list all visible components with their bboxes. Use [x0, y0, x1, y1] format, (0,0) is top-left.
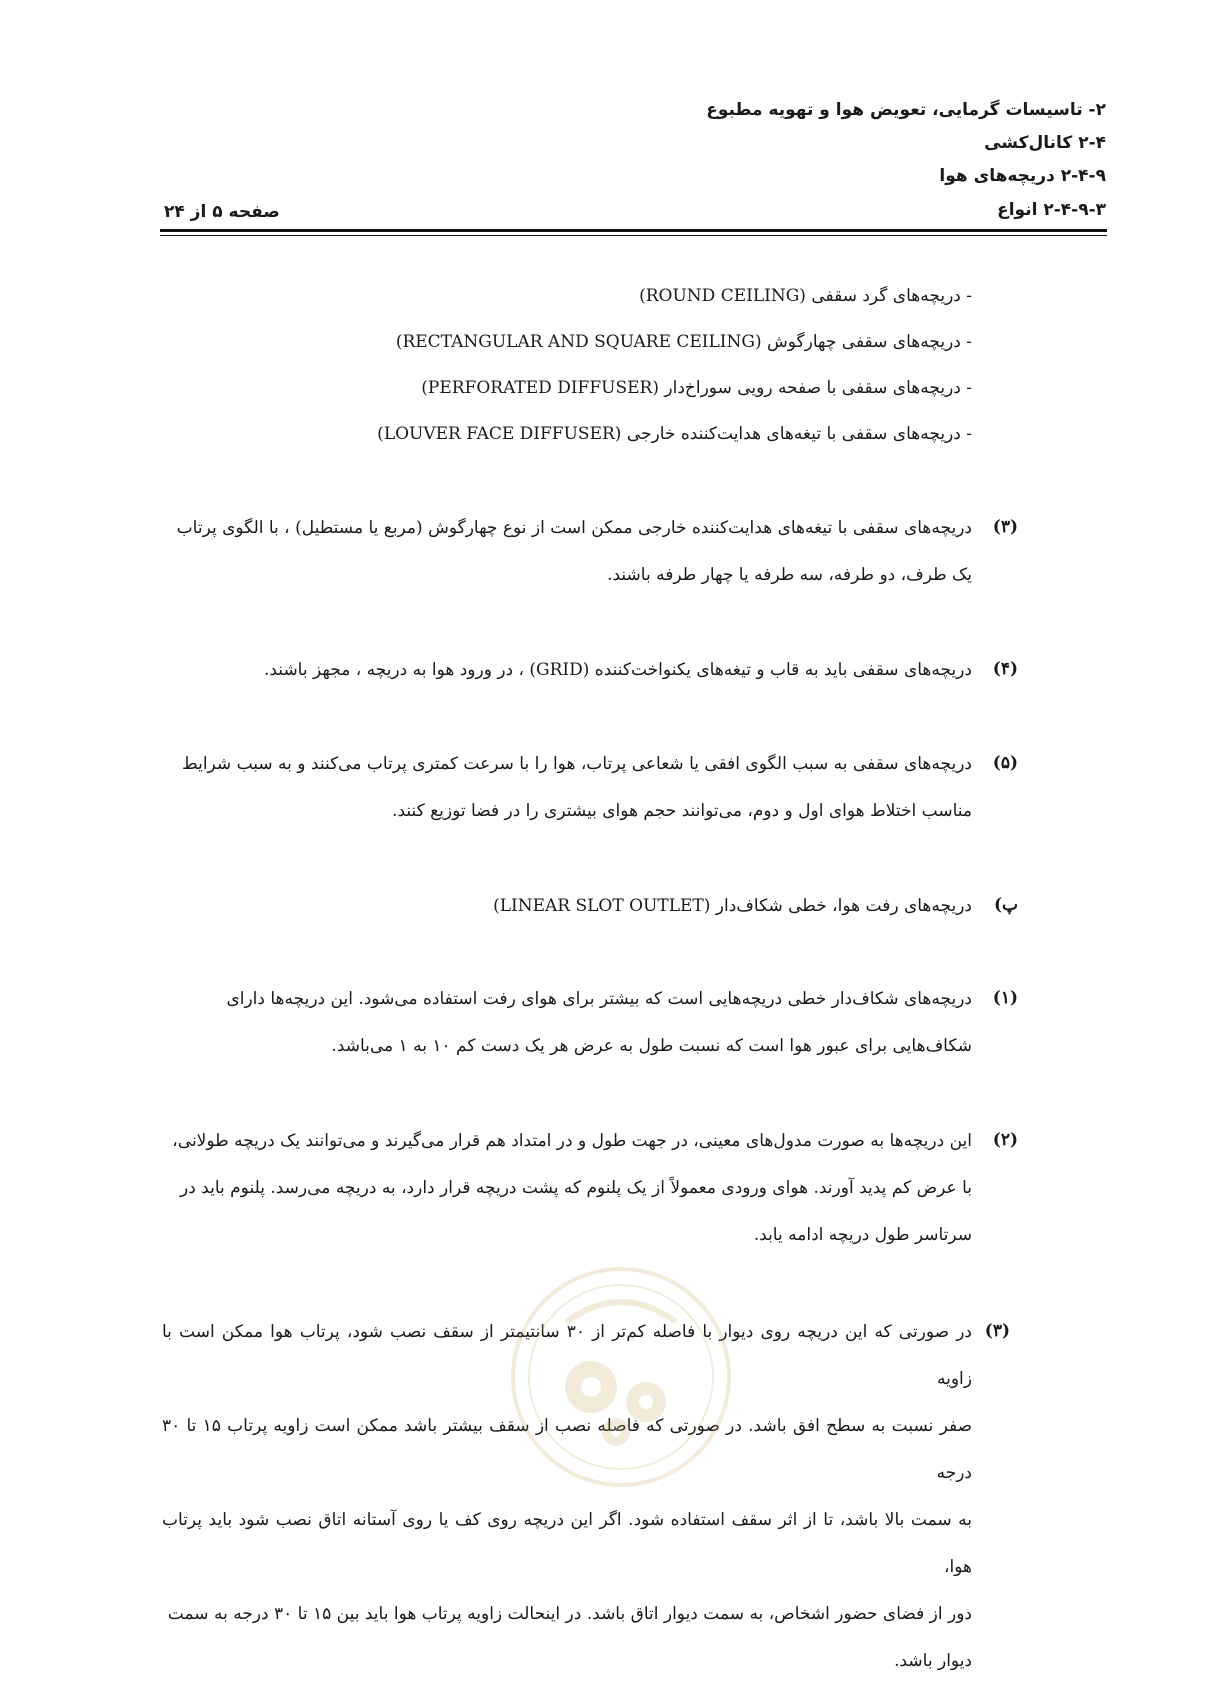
paragraph-number: (۴)	[992, 659, 1018, 679]
header-topic: ۲-۴-۹-۳ انواع	[997, 200, 1106, 220]
paragraph-number: (۵)	[992, 753, 1018, 773]
header-section: ۲-۴ کانال‌کشی	[984, 133, 1106, 153]
paragraph-throw-angle	[162, 1309, 972, 1685]
paragraph-line: صفر نسبت به سطح افق باشد. در صورتی که فاصله نصب از سقف بیشتر باشد ممکن است زاویه پرتاب ۱۵ تا ۳۰ درجه	[162, 1416, 973, 1483]
paragraph-radial-throw	[162, 741, 972, 835]
header-rule-thick	[160, 229, 1107, 232]
paragraph-line: یک طرف، دو طرفه، سه طرفه یا چهار طرفه باشند.	[607, 565, 972, 585]
paragraph-line: دریچه‌های سقفی با تیغه‌های هدایت‌کننده خارجی ممکن است از نوع چهارگوش (مربع یا مستطیل) ، با الگوی پرتاب	[176, 518, 972, 538]
paragraph-line: شکاف‌هایی برای عبور هوا است که نسبت طول به عرض هر یک دست کم ۱۰ به ۱ می‌باشد.	[331, 1036, 972, 1056]
paragraph-number: (۱)	[992, 988, 1018, 1008]
header-subsection: ۲-۴-۹ دریچه‌های هوا	[939, 166, 1106, 186]
section-letter: پ)	[993, 895, 1018, 915]
paragraph-louver-types	[162, 505, 972, 599]
paragraph-line: در صورتی که این دریچه روی دیوار با فاصله کم‌تر از ۳۰ سانتیمتر از سقف نصب شود، پرتاب هوا ممکن است با زاویه	[162, 1322, 972, 1389]
paragraph-line: دیوار باشد.	[894, 1651, 972, 1671]
paragraph-line: با عرض کم پدید آورند. هوای ورودی معمولاً از یک پلنوم که پشت دریچه قرار دارد، به دریچه می‌رسد. پلنوم باید در	[180, 1178, 972, 1198]
paragraph-line: این دریچه‌ها به صورت مدول‌های معینی، در جهت طول و در امتداد هم قرار می‌گیرند و می‌توانند یک دریچه طولانی،	[172, 1131, 972, 1151]
paragraph-number: (۳)	[992, 517, 1018, 537]
header-chapter: ۲- تاسیسات گرمایی، تعویض هوا و تهویه مطبوع	[706, 100, 1106, 120]
paragraph-line: مناسب اختلاط هوای اول و دوم، می‌توانند حجم هوای بیشتری را در فضا توزیع کنند.	[392, 801, 972, 821]
bullet-perforated-diffuser: - دریچه‌های سقفی با صفحه رویی سوراخ‌دار (PERFORATED DIFFUSER)	[421, 378, 972, 398]
paragraph-slot-definition	[162, 976, 972, 1070]
paragraph-number: (۲)	[992, 1130, 1018, 1150]
bullet-round-ceiling: - دریچه‌های گرد سقفی (ROUND CEILING)	[639, 286, 972, 306]
section-linear-slot-title	[162, 883, 972, 930]
paragraph-line: دریچه‌های شکاف‌دار خطی دریچه‌هایی است که بیشتر برای هوای رفت استفاده می‌شود. این دریچه‌ها دارای	[226, 989, 972, 1009]
paragraph-line: دور از فضای حضور اشخاص، به سمت دیوار اتاق باشد. در اینحالت زاویه پرتاب هوا باید بین ۱۵ تا ۳۰ درجه به سمت	[167, 1604, 972, 1624]
paragraph-line: سرتاسر طول دریچه ادامه یابد.	[753, 1225, 972, 1245]
paragraph-modules-plenum	[162, 1118, 972, 1259]
bullet-rectangular-ceiling: - دریچه‌های سقفی چهارگوش (RECTANGULAR AND SQUARE CEILING)	[395, 332, 972, 352]
bullet-louver-face-diffuser: - دریچه‌های سقفی با تیغه‌های هدایت‌کننده خارجی (LOUVER FACE DIFFUSER)	[377, 424, 972, 444]
paragraph-line: دریچه‌های سقفی باید به قاب و تیغه‌های یکنواخت‌کننده (GRID) ، در ورود هوا به دریچه ، مجهز باشند.	[263, 660, 972, 680]
page-number: صفحه ۵ از ۲۴	[164, 202, 280, 222]
paragraph-grid-frame	[162, 647, 972, 694]
header-rule-thin	[160, 235, 1107, 236]
paragraph-line: به سمت بالا باشد، تا از اثر سقف استفاده شود. اگر این دریچه روی کف یا روی آستانه اتاق نصب شود باید پرتاب هوا،	[162, 1510, 972, 1577]
paragraph-line: دریچه‌های رفت هوا، خطی شکاف‌دار (LINEAR SLOT OUTLET)	[493, 896, 972, 916]
paragraph-number: (۳)	[984, 1321, 1010, 1341]
paragraph-line: دریچه‌های سقفی به سبب الگوی افقی یا شعاعی پرتاب، هوا را با سرعت کمتری پرتاب می‌کنند و به سبب شرایط	[181, 754, 972, 774]
